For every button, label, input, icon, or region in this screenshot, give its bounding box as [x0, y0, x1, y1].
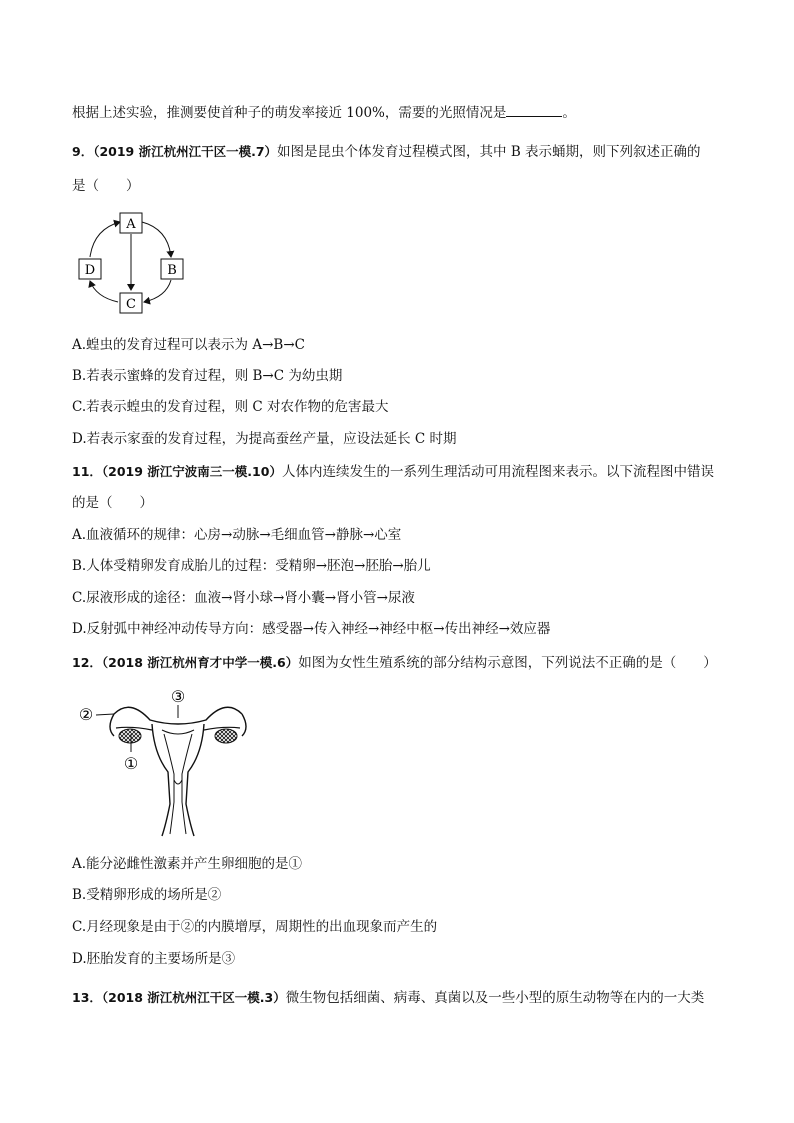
- q12-source: （2018 浙江杭州育才中学一模.6）: [101, 655, 299, 670]
- q11-stem-text: 人体内连续发生的一系列生理活动可用流程图来表示。以下流程图中错误: [281, 464, 714, 480]
- q9-number: 9．: [72, 144, 94, 159]
- q11-stem: [72, 463, 714, 481]
- left-ovary: [119, 729, 141, 743]
- label-d: D: [84, 263, 96, 278]
- q13-number: 13．: [72, 990, 102, 1005]
- q13-stem-text: 微生物包括细菌、病毒、真菌以及一些小型的原生动物等在内的一大类: [285, 990, 705, 1006]
- q12-option-b[interactable]: B.受精卵形成的场所是②: [72, 887, 222, 903]
- q9-stem-text: 如图是昆虫个体发育过程模式图，其中 B 表示蛹期，则下列叙述正确的: [277, 144, 701, 160]
- q9-stem: [72, 143, 701, 161]
- insect-lifecycle-diagram: [70, 205, 200, 325]
- q13-stem: [72, 989, 704, 1007]
- q11-option-b[interactable]: B.人体受精卵发育成胎儿的过程：受精卵→胚泡→胚胎→胎儿: [72, 558, 431, 574]
- q9-source: （2019 浙江杭州江干区一模.7）: [93, 144, 278, 159]
- label-c: C: [126, 297, 136, 312]
- q11-stem-cont: 的是（ ）: [72, 495, 153, 511]
- female-reproductive-diagram: [70, 684, 270, 842]
- q11-source: （2019 浙江宁波南三一模.10）: [101, 464, 282, 479]
- q9-option-d[interactable]: D.若表示家蚕的发育过程，为提高蚕丝产量，应设法延长 C 时期: [72, 431, 457, 447]
- q11-number: 11．: [72, 464, 102, 479]
- q11-option-c[interactable]: C.尿液形成的途径：血液→肾小球→肾小囊→肾小管→尿液: [72, 590, 415, 606]
- q12-option-d[interactable]: D.胚胎发育的主要场所是③: [72, 951, 236, 967]
- label-two: ②: [78, 705, 94, 724]
- q12-stem-text: 如图为女性生殖系统的部分结构示意图，下列说法不正确的是（ ）: [298, 655, 717, 671]
- q12-option-c[interactable]: C.月经现象是由于②的内膜增厚，周期性的出血现象而产生的: [72, 919, 438, 935]
- answer-blank[interactable]: [506, 104, 562, 117]
- q12-stem: [72, 654, 717, 672]
- q9-stem-cont: 是（ ）: [72, 178, 140, 194]
- intro-text: 根据上述实验，推测要使首种子的萌发率接近 100%，需要的光照情况是: [72, 105, 507, 121]
- q9-option-b[interactable]: B.若表示蜜蜂的发育过程，则 B→C 为幼虫期: [72, 368, 343, 384]
- label-b: B: [167, 263, 177, 278]
- q9-option-c[interactable]: C.若表示蝗虫的发育过程，则 C 对农作物的危害最大: [72, 399, 389, 415]
- q13-source: （2018 浙江杭州江干区一模.3）: [101, 990, 286, 1005]
- q12-option-a[interactable]: A.能分泌雌性激素并产生卵细胞的是①: [72, 856, 303, 872]
- q11-option-a[interactable]: A.血液循环的规律：心房→动脉→毛细血管→静脉→心室: [72, 527, 402, 543]
- label-three: ③: [170, 687, 186, 706]
- label-one: ①: [123, 754, 139, 773]
- q9-option-a[interactable]: A.蝗虫的发育过程可以表示为 A→B→C: [72, 337, 305, 353]
- q11-option-d[interactable]: D.反射弧中神经冲动传导方向：感受器→传入神经→神经中枢→传出神经→效应器: [72, 621, 551, 637]
- label-a: A: [126, 217, 136, 232]
- right-ovary: [215, 729, 237, 743]
- q12-number: 12．: [72, 655, 102, 670]
- intro-line: 根据上述实验，推测要使首种子的萌发率接近 100%，需要的光照情况是 。: [72, 105, 576, 121]
